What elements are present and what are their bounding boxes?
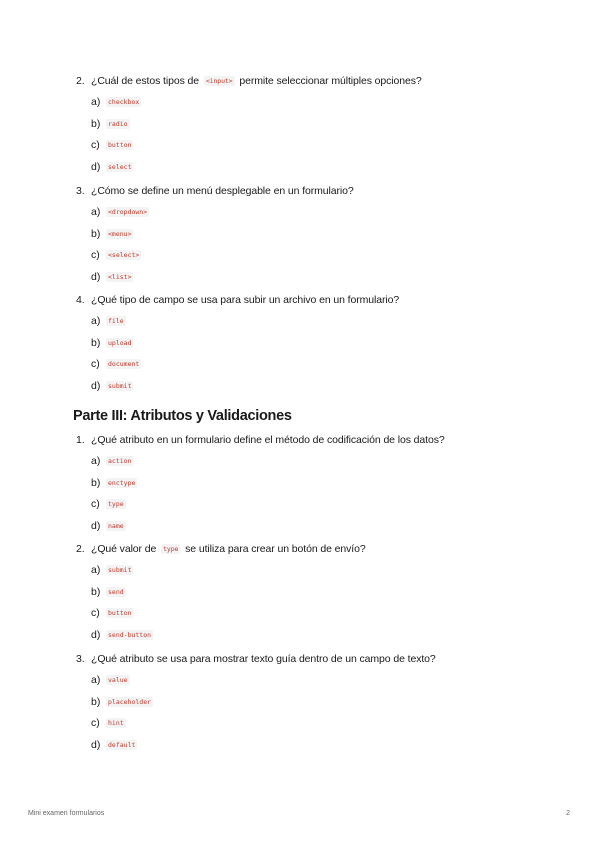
footer-page-number: 2 — [566, 810, 570, 817]
question-block — [0, 538, 600, 647]
question-block — [0, 429, 600, 538]
option-letter: b) — [91, 476, 101, 489]
option-code: default — [108, 741, 136, 750]
answer-option — [0, 473, 600, 495]
option-code: <dropdown> — [108, 208, 148, 216]
question-text: ¿Qué tipo de campo se usa para subir un archivo en un formulario? — [91, 294, 400, 306]
question-text-after: se utiliza para crear un botón de envío? — [182, 543, 366, 555]
option-letter: b) — [91, 336, 101, 349]
answer-option — [0, 603, 600, 625]
option-letter: b) — [91, 117, 101, 130]
question-text: ¿Cómo se define un menú desplegable en un formulario? — [91, 185, 354, 197]
question-number: 3. — [76, 653, 85, 665]
answer-option — [0, 560, 600, 582]
answer-option — [0, 92, 600, 114]
answer-option — [0, 494, 600, 516]
option-letter: d) — [91, 271, 101, 284]
answer-option — [0, 376, 600, 398]
footer-document-title: Mini examen formularios — [28, 810, 105, 817]
option-code: hint — [108, 719, 124, 728]
question-number: 3. — [76, 185, 85, 197]
option-letter: d) — [91, 629, 101, 642]
answer-option — [0, 114, 600, 136]
question-text-before: ¿Cuál de estos tipos de — [91, 75, 202, 87]
question-block — [0, 70, 600, 179]
option-code: placeholder — [108, 697, 152, 706]
option-code: type — [108, 500, 124, 509]
question — [0, 70, 600, 92]
option-code: button — [108, 141, 132, 150]
question — [0, 538, 600, 560]
question-text: ¿Qué atributo en un formulario define el método de codificación de los datos? — [91, 434, 445, 446]
option-letter: a) — [91, 455, 101, 467]
answer-option — [0, 582, 600, 604]
option-letter: c) — [91, 139, 100, 152]
option-code: enctype — [108, 478, 136, 487]
option-code: file — [108, 317, 124, 325]
option-code: select — [108, 163, 132, 172]
question-number: 2. — [76, 543, 85, 555]
option-code: radio — [108, 119, 128, 128]
option-letter: d) — [91, 520, 101, 533]
option-letter: a) — [91, 315, 101, 327]
option-letter: d) — [91, 739, 101, 752]
answer-option — [0, 135, 600, 157]
option-letter: c) — [91, 607, 100, 620]
answer-option — [0, 451, 600, 473]
inline-code: <input> — [205, 77, 233, 85]
question-text — [91, 70, 422, 92]
option-letter: b) — [91, 585, 101, 598]
option-letter: d) — [91, 380, 101, 393]
option-code: checkbox — [108, 98, 140, 106]
question-number: 1. — [76, 434, 85, 446]
option-code: action — [108, 457, 132, 465]
inline-code: type — [163, 545, 179, 553]
question-block — [0, 648, 600, 757]
question-text — [91, 538, 366, 560]
answer-option — [0, 333, 600, 355]
option-code: document — [108, 360, 140, 369]
answer-option — [0, 311, 600, 333]
answer-option — [0, 670, 600, 692]
answer-option — [0, 516, 600, 538]
option-code: <select> — [108, 251, 140, 260]
question-block — [0, 289, 600, 398]
answer-option — [0, 692, 600, 714]
option-code: send-button — [108, 631, 152, 640]
answer-option — [0, 267, 600, 289]
answer-option — [0, 735, 600, 757]
option-code: name — [108, 522, 124, 531]
answer-option — [0, 354, 600, 376]
option-letter: c) — [91, 498, 100, 511]
option-letter: a) — [91, 674, 101, 686]
option-code: button — [108, 609, 132, 618]
option-code: upload — [108, 338, 132, 347]
question — [0, 648, 600, 670]
option-letter: a) — [91, 564, 101, 576]
section-heading: Parte III: Atributos y Validaciones — [73, 408, 292, 424]
question — [0, 429, 600, 451]
question-number: 4. — [76, 294, 85, 306]
question-block — [0, 180, 600, 289]
question — [0, 289, 600, 311]
question-number: 2. — [76, 75, 85, 87]
question-text-after: permite seleccionar múltiples opciones? — [236, 75, 422, 87]
option-letter: b) — [91, 695, 101, 708]
question-text-before: ¿Qué valor de — [91, 543, 160, 555]
option-code: <menu> — [108, 229, 132, 238]
option-code: submit — [108, 566, 132, 574]
option-letter: d) — [91, 161, 101, 174]
option-letter: c) — [91, 358, 100, 371]
option-code: value — [108, 676, 128, 684]
option-code: send — [108, 587, 124, 596]
question — [0, 180, 600, 202]
option-code: <list> — [108, 273, 132, 282]
answer-option — [0, 625, 600, 647]
answer-option — [0, 224, 600, 246]
option-letter: c) — [91, 249, 100, 262]
answer-option — [0, 157, 600, 179]
question-text: ¿Qué atributo se usa para mostrar texto guía dentro de un campo de texto? — [91, 653, 436, 665]
answer-option — [0, 202, 600, 224]
answer-option — [0, 713, 600, 735]
option-letter: c) — [91, 717, 100, 730]
answer-option — [0, 245, 600, 267]
option-code: submit — [108, 382, 132, 391]
option-letter: b) — [91, 227, 101, 240]
option-letter: a) — [91, 206, 101, 218]
option-letter: a) — [91, 96, 101, 108]
